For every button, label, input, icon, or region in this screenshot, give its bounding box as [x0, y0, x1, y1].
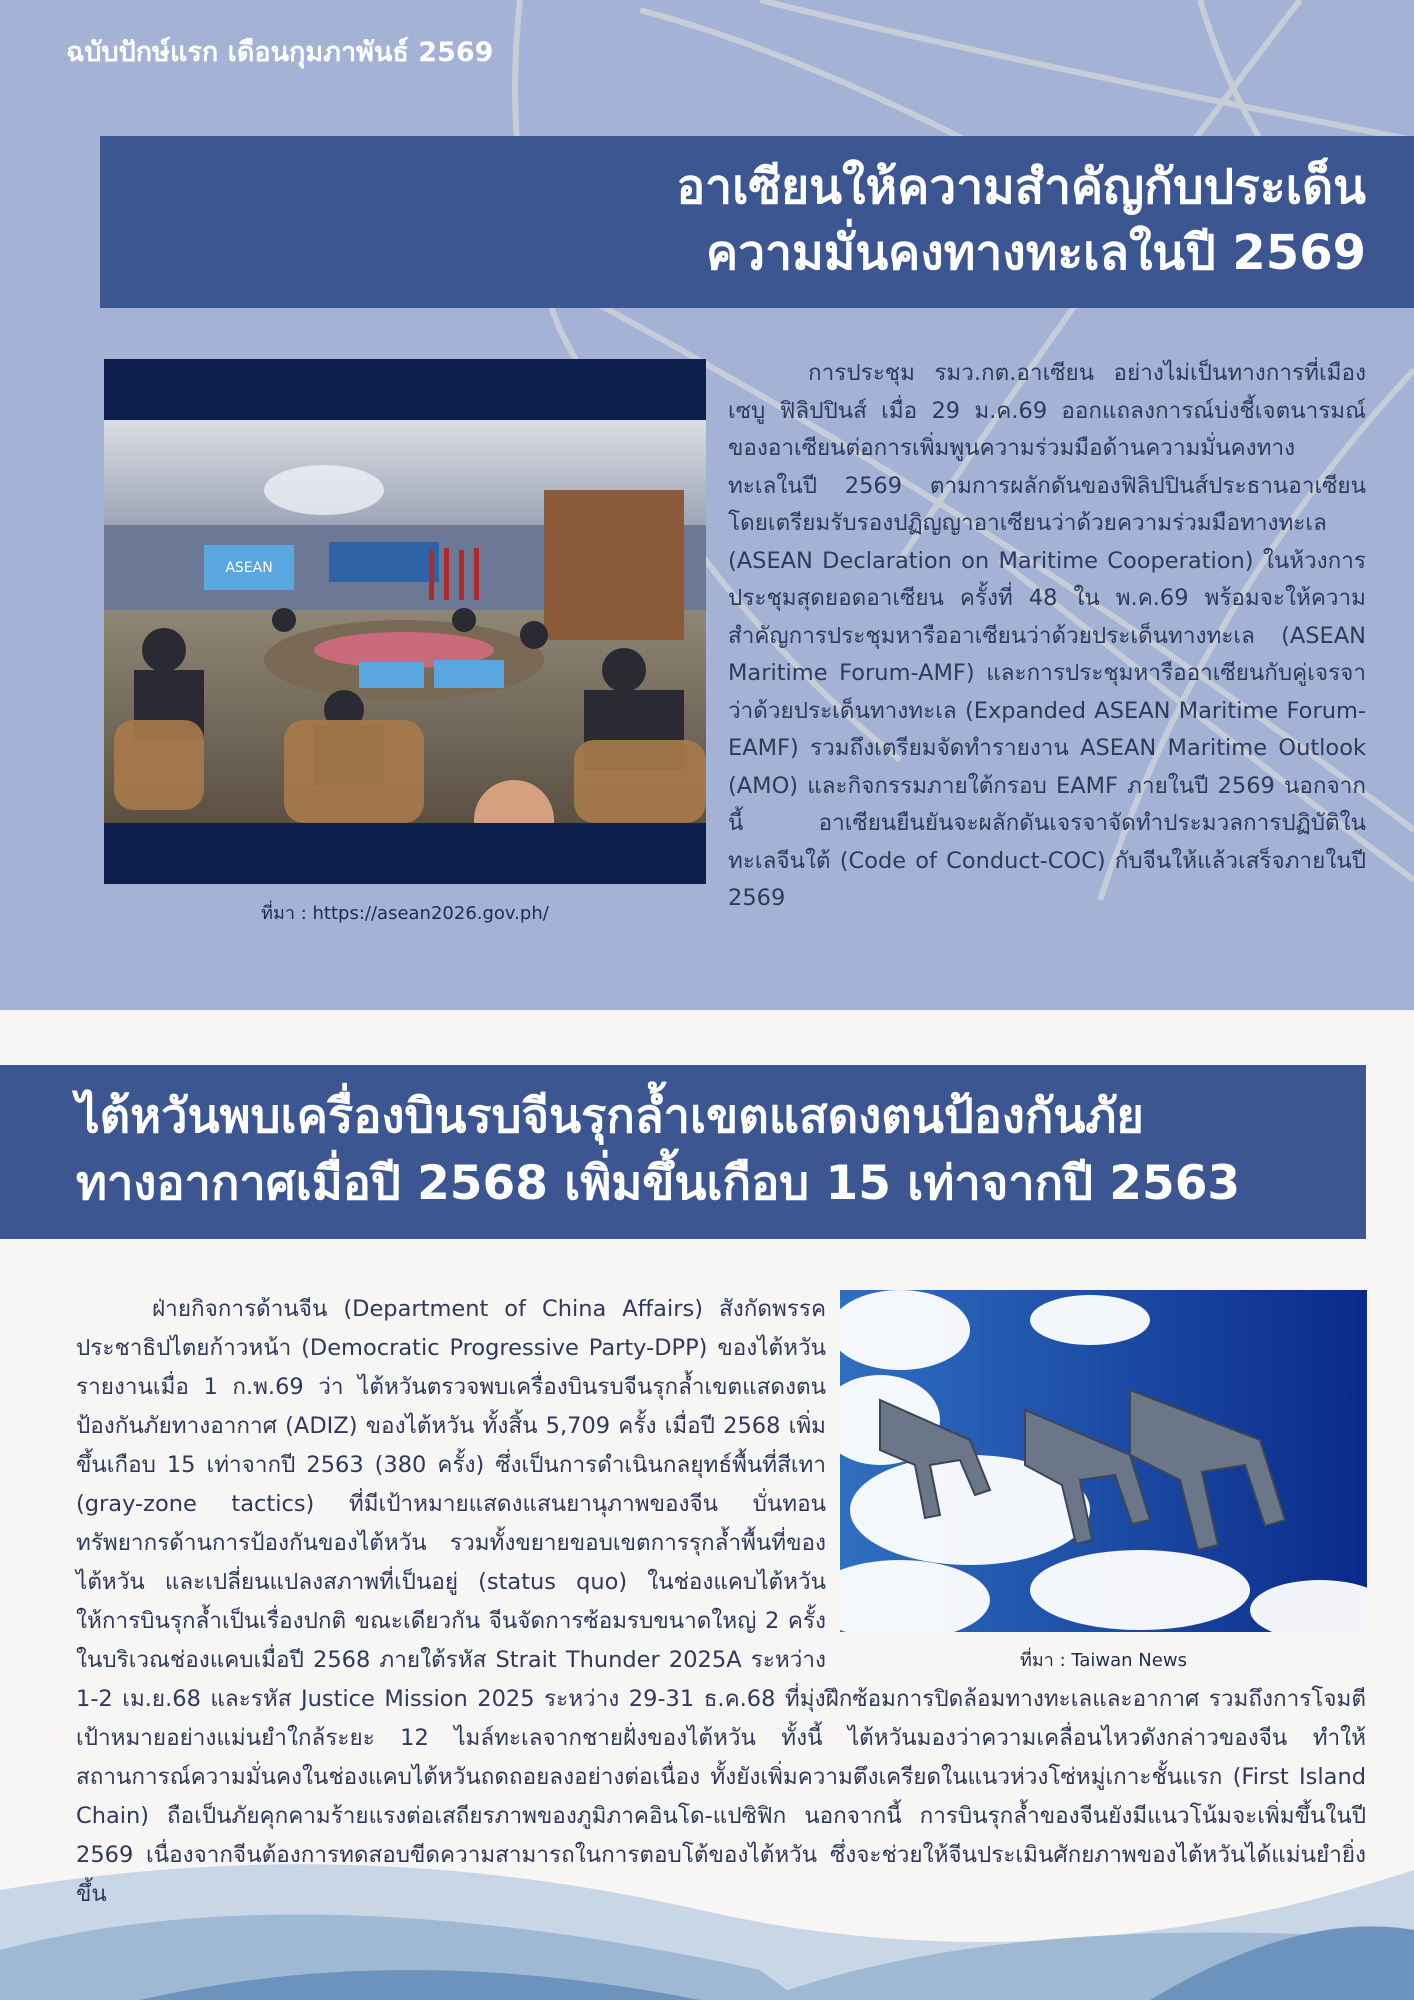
conference-photo	[104, 420, 706, 823]
article-1-image-caption: ที่มา : https://asean2026.gov.ph/	[261, 903, 549, 924]
article-2-text-block	[76, 1290, 1366, 1914]
article-2-image-caption: ที่มา : Taiwan News	[1020, 1650, 1187, 1671]
asean-sign-text: ASEAN	[225, 560, 273, 576]
article-2-image-spacer	[826, 1290, 1366, 1674]
issue-label: ฉบับปักษ์แรก เดือนกุมภาพันธ์ 2569	[66, 37, 494, 68]
article-2-title: ไต้หวันพบเครื่องบินรบจีนรุกล้ำเขตแสดงตนป้องกันภัย ทางอากาศเมื่อปี 2568 เพิ่มขึ้นเกือบ 15 เท่าจากปี 2563	[76, 1089, 1241, 1211]
article-1-photo-frame	[104, 359, 706, 884]
article-2-title-banner	[0, 1065, 1366, 1239]
article-2-body: ฝ่ายกิจการด้านจีน (Department of China Affairs) สังกัดพรรคประชาธิปไตยก้าวหน้า (Democratic Progressive Party-DPP) ของไต้หวัน รายงานเมื่อ 1 ก.พ.69 ว่า ไต้หวันตรวจพบเครื่องบินรบจีนรุกล้ำเขตแสดงตนป้องกันภัยทางอากาศ (ADIZ) ของไต้หวัน ทั้งสิ้น 5,709 ครั้ง เมื่อปี 2568 เพิ่มขึ้นเกือบ 15 เท่าจากปี 2563 (380 ครั้ง) ซึ่งเป็นการดำเนินกลยุทธ์พื้นที่สีเทา (gray-zone tactics) ที่มีเป้าหมายแสดงแสนยานุภาพของจีน บั่นทอนทรัพยากรด้านการป้องกันของไต้หวัน รวมทั้งขยายขอบเขตการรุกล้ำพื้นที่ของไต้หวัน และเปลี่ยนแปลงสภาพที่เป็นอยู่ (status quo) ในช่องแคบไต้หวัน ให้การบินรุกล้ำเป็นเรื่องปกติ ขณะเดียวกัน จีนจัดการซ้อมรบขนาดใหญ่ 2 ครั้ง ในบริเวณช่องแคบเมื่อปี 2568 ภายใต้รหัส Strait Thunder 2025A ระหว่าง 1-2 เม.ย.68 และรหัส Justice Mission 2025 ระหว่าง 29-31 ธ.ค.68 ที่มุ่งฝึกซ้อมการปิดล้อมทางทะเลและอากาศ รวมถึงการโจมตีเป้าหมายอย่างแม่นยำใกล้ระยะ 12 ไมล์ทะเลจากชายฝั่งของไต้หวัน ทั้งนี้ ไต้หวันมองว่าความเคลื่อนไหวดังกล่าวของจีน ทำให้สถานการณ์ความมั่นคงในช่องแคบไต้หวันถดถอยลงอย่างต่อเนื่อง ทั้งยังเพิ่มความตึงเครียดในแนวห่วงโซ่หมู่เกาะชั้นแรก (First Island Chain) ถือเป็นภัยคุกคามร้ายแรงต่อเสถียรภาพของภูมิภาคอินโด-แปซิฟิก นอกจากนี้ การบินรุกล้ำของจีนยังมีแนวโน้มจะเพิ่มขึ้นในปี 2569 เนื่องจากจีนต้องการทดสอบขีดความสามารถในการตอบโต้ของไต้หวัน ซึ่งจะช่วยให้จีนประเมินศักยภาพของไต้หวันได้แม่นยำยิ่งขึ้น	[76, 1296, 1366, 1907]
article-1-body: การประชุม รมว.กต.อาเซียน อย่างไม่เป็นทางการที่เมืองเซบู ฟิลิปปินส์ เมื่อ 29 ม.ค.69 ออกแถลงการณ์บ่งชี้เจตนารมณ์ของอาเซียนต่อการเพิ่มพูนความร่วมมือด้านความมั่นคงทางทะเลในปี 2569 ตามการผลักดันของฟิลิปปินส์ประธานอาเซียน โดยเตรียมรับรองปฏิญญาอาเซียนว่าด้วยความร่วมมือทางทะเล (ASEAN Declaration on Maritime Cooperation) ในห้วงการประชุมสุดยอดอาเซียน ครั้งที่ 48 ใน พ.ค.69 พร้อมจะให้ความสำคัญการประชุมหารืออาเซียนว่าด้วยประเด็นทางทะเล (ASEAN Maritime Forum-AMF) และการประชุมหารืออาเซียนกับคู่เจรจาว่าด้วยประเด็นทางทะเล (Expanded ASEAN Maritime Forum-EAMF) รวมถึงเตรียมจัดทำรายงาน ASEAN Maritime Outlook (AMO) และกิจกรรมภายใต้กรอบ EAMF ภายในปี 2569 นอกจากนี้ อาเซียนยืนยันจะผลักดันเจรจาจัดทำประมวลการปฏิบัติในทะเลจีนใต้ (Code of Conduct-COC) กับจีนให้แล้วเสร็จภายในปี 2569	[728, 360, 1366, 911]
article-1-title-banner	[100, 136, 1414, 308]
article-1-title: อาเซียนให้ความสำคัญกับประเด็น ความมั่นคงทางทะเลในปี 2569	[676, 159, 1366, 281]
